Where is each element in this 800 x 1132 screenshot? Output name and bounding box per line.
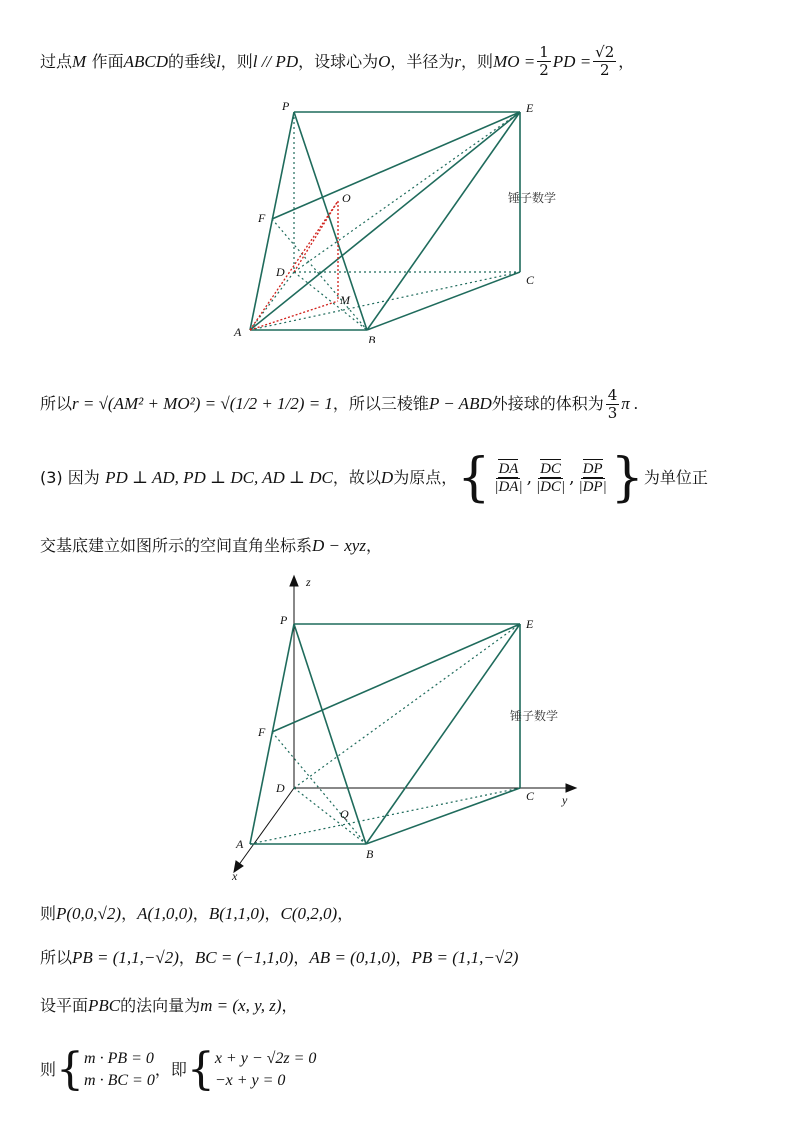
- red-DO: [294, 201, 338, 272]
- edge-PB: [294, 112, 367, 330]
- math: P − ABD: [428, 394, 492, 413]
- label-y: y: [562, 793, 568, 807]
- system-1: [84, 1048, 155, 1092]
- text-line-6: [40, 946, 780, 970]
- text: ，: [178, 948, 195, 967]
- text-line-5: [40, 902, 780, 926]
- math: D − xyz: [312, 536, 366, 555]
- label-x: x: [232, 869, 238, 883]
- hidden-AC: [250, 272, 520, 330]
- edge-PA: [250, 112, 294, 330]
- edge-PA: [250, 624, 294, 844]
- point-B: B(1,1,0): [208, 904, 265, 923]
- math: r = √(AM² + MO²) = √(1/2 + 1/2) = 1: [72, 394, 333, 413]
- text-line-8: [40, 1040, 780, 1100]
- text: ，设球心为: [298, 51, 379, 71]
- label-P: P: [280, 613, 288, 627]
- brace-left: {: [186, 1044, 215, 1095]
- text: ，: [395, 948, 412, 967]
- label-C: C: [526, 789, 535, 803]
- text: ，: [365, 536, 382, 555]
- brace-right: }: [610, 448, 644, 508]
- unit-vector-DC: $\frac{DC}{|DC|}$: [535, 460, 566, 495]
- text: 则: [40, 904, 57, 923]
- label-F: F: [258, 211, 266, 225]
- math: M: [72, 51, 87, 71]
- label-Q: Q: [340, 807, 349, 821]
- label-A: A: [234, 325, 242, 339]
- fraction: $\frac{√2}{2}$: [595, 43, 615, 79]
- label-F: F: [258, 725, 266, 739]
- text: ，: [618, 51, 635, 71]
- label-O: O: [342, 191, 351, 205]
- unit-vector-DA: $\frac{DA}{|DA|}$: [494, 460, 523, 495]
- figure-2-coordinates: [222, 574, 582, 884]
- equation: x + y − √2z = 0: [214, 1050, 317, 1067]
- label-D: D: [276, 265, 285, 279]
- red-AM: [250, 301, 338, 330]
- edge-BC: [367, 272, 520, 330]
- text: 为原点，: [393, 468, 458, 487]
- vector-BC: BC = (−1,1,0): [194, 948, 294, 967]
- hidden-DE: [294, 624, 520, 788]
- label-B: B: [366, 847, 374, 861]
- watermark: 锤子数学: [510, 709, 559, 723]
- text: 为单位正: [643, 468, 708, 487]
- text-line-2: [40, 384, 780, 424]
- math: PD =: [552, 51, 592, 71]
- text: 所以: [40, 394, 73, 413]
- brace-left: {: [457, 448, 491, 508]
- text-line-7: [40, 994, 780, 1018]
- text: ，: [264, 904, 281, 923]
- point-C: C(0,2,0): [280, 904, 338, 923]
- text: 则: [40, 1060, 57, 1079]
- text: 外接球的体积为: [491, 394, 604, 413]
- edge-AE: [250, 112, 520, 330]
- text: 的法向量为: [120, 996, 201, 1015]
- hidden-DB: [294, 272, 367, 330]
- text: 作面: [91, 51, 124, 71]
- math: ABCD: [123, 51, 168, 71]
- hidden-DB: [294, 788, 366, 844]
- text: ，: [337, 904, 354, 923]
- text: ，即: [154, 1060, 187, 1079]
- vector-PB-repeat: PB = (1,1,−√2): [411, 948, 519, 967]
- label-D: D: [276, 781, 285, 795]
- text-line-1: [40, 44, 780, 79]
- equation: m · PB = 0: [84, 1050, 154, 1067]
- text: 的垂线: [168, 51, 217, 71]
- fraction: $\frac{1}{2}$: [539, 43, 549, 79]
- math: O: [378, 51, 391, 71]
- vector-AB: AB = (0,1,0): [309, 948, 396, 967]
- text: ，则: [461, 51, 494, 71]
- math: π .: [621, 394, 639, 413]
- hidden-DE: [294, 112, 520, 272]
- vector-PB: PB = (1,1,−√2): [72, 948, 179, 967]
- label-M: M: [340, 293, 350, 307]
- math: PD ⊥ AD, PD ⊥ DC, AD ⊥ DC: [105, 468, 333, 487]
- text: ，所以三棱锥: [332, 394, 429, 413]
- label-A: A: [236, 837, 244, 851]
- math: D: [380, 468, 394, 487]
- math: l: [216, 51, 221, 71]
- point-A: A(1,0,0): [137, 904, 193, 923]
- watermark: 锤子数学: [508, 191, 557, 205]
- edge-BC: [366, 788, 520, 844]
- text: 设平面: [40, 996, 89, 1015]
- figure-1-pyramid: [230, 98, 560, 343]
- text: ，: [293, 948, 310, 967]
- equation: m · BC = 0: [84, 1072, 155, 1089]
- system-2: [215, 1048, 317, 1092]
- text: 交基底建立如图所示的空间直角坐标系: [40, 536, 313, 555]
- text: ，: [121, 904, 138, 923]
- math: PBC: [88, 996, 121, 1015]
- text: ，则: [220, 51, 253, 71]
- point-P: P(0,0,√2): [56, 904, 122, 923]
- label-E: E: [526, 101, 534, 115]
- label-C: C: [526, 273, 535, 287]
- text: (3) 因为: [40, 468, 100, 487]
- axis-y-arrow: [566, 784, 576, 792]
- label-z: z: [306, 575, 311, 589]
- equation: −x + y = 0: [214, 1072, 286, 1089]
- text: ，: [281, 996, 298, 1015]
- text-line-4: [40, 534, 780, 558]
- text-line-3: (3) 因为 PD ⊥ AD, PD ⊥ DC, AD ⊥ DC ，故以 D 为原点， { $\frac{DA}{|DA|}$ , $\frac{DC}{|DC|}$ , $\frac{DP}{|DP|}$ } 为单位正: [40, 448, 708, 508]
- unit-vector-DP: $\frac{DP}{|DP|}$: [578, 460, 607, 495]
- label-E: E: [526, 617, 534, 631]
- normal-vector: m = (x, y, z): [200, 996, 282, 1015]
- axis-z-arrow: [290, 576, 298, 586]
- fraction: $\frac{4}{3}$: [607, 385, 618, 422]
- label-B: B: [368, 333, 376, 343]
- edge-PB: [294, 624, 366, 844]
- label-P: P: [282, 99, 290, 113]
- text: ，: [192, 904, 209, 923]
- math: MO =: [493, 51, 536, 71]
- text: ，故以: [332, 468, 381, 487]
- math: l // PD: [252, 51, 299, 71]
- text: 过点: [40, 51, 73, 71]
- brace-left: {: [56, 1044, 85, 1095]
- axis-x: [238, 788, 294, 866]
- text: 所以: [40, 948, 73, 967]
- math: r: [454, 51, 462, 71]
- text: ，半径为: [390, 51, 455, 71]
